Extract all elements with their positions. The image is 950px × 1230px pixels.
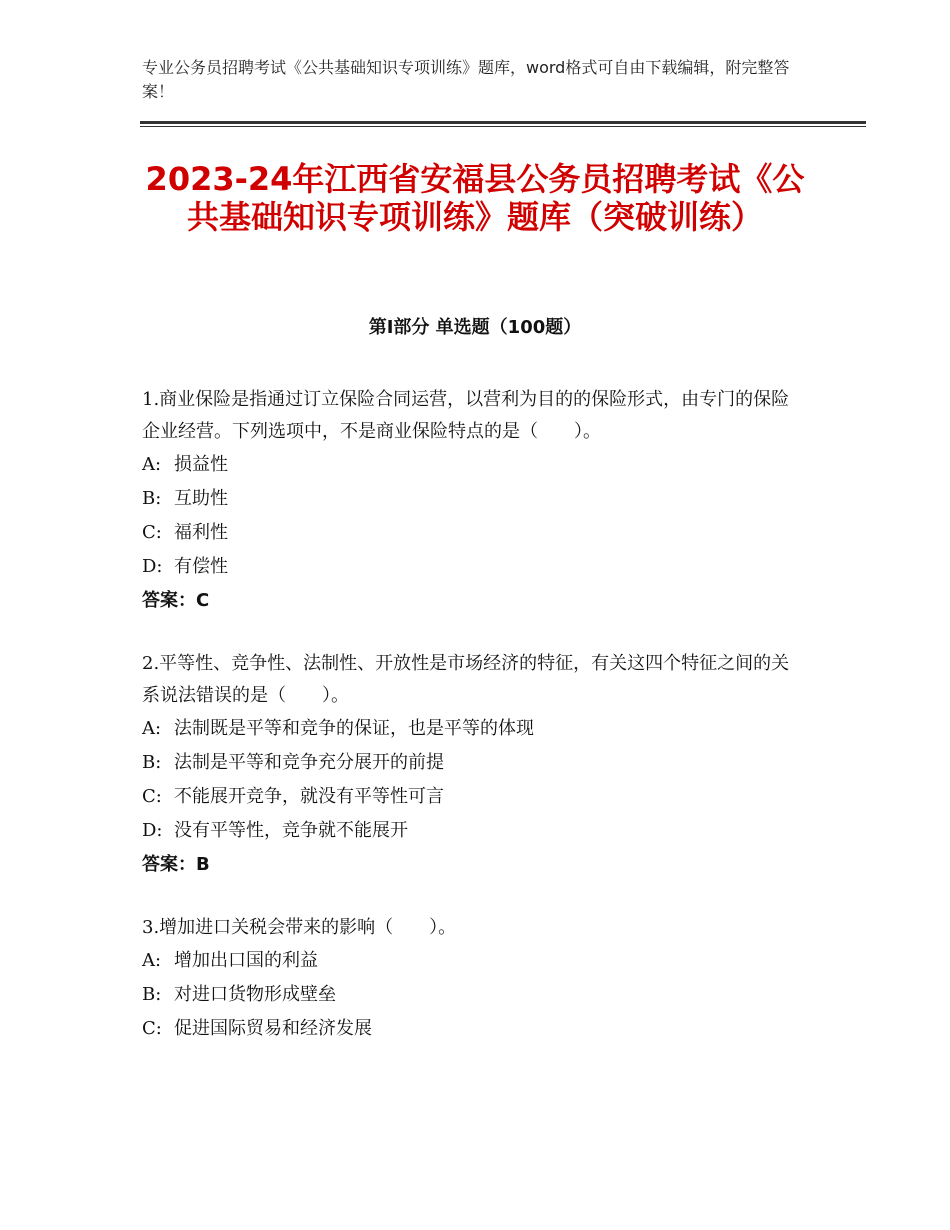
option-text: 促进国际贸易和经济发展	[174, 1018, 372, 1039]
question-stem: 2.平等性、竞争性、法制性、开放性是市场经济的特征，有关这四个特征之间的关系说法错误的是（ ）。	[142, 653, 790, 706]
question-3	[142, 912, 802, 1046]
answer: 答案：C	[142, 590, 210, 611]
option-key: A:	[142, 718, 162, 739]
document-title: 2023-24年江西省安福县公务员招聘考试《公共基础知识专项训练》题库（突破训练）	[145, 160, 805, 236]
option-b	[142, 482, 802, 516]
option-b	[142, 746, 802, 780]
header-rule-thin	[140, 126, 866, 127]
option-key: C:	[142, 1018, 162, 1039]
question-list	[142, 384, 802, 1076]
question-1	[142, 384, 802, 618]
option-c	[142, 1012, 802, 1046]
option-a	[142, 448, 802, 482]
option-c	[142, 516, 802, 550]
option-a	[142, 712, 802, 746]
option-key: A:	[142, 950, 162, 971]
option-text: 增加出口国的利益	[174, 950, 318, 971]
option-key: D:	[142, 820, 163, 841]
answer: 答案：B	[142, 854, 210, 875]
option-b	[142, 978, 802, 1012]
option-key: A:	[142, 454, 162, 475]
option-key: B:	[142, 752, 162, 773]
header-rule-thick	[140, 121, 866, 124]
question-stem: 3.增加进口关税会带来的影响（ ）。	[142, 917, 457, 938]
option-d	[142, 814, 802, 848]
option-key: C:	[142, 786, 162, 807]
option-key: C:	[142, 522, 162, 543]
question-2	[142, 648, 802, 882]
option-c	[142, 780, 802, 814]
option-text: 法制既是平等和竞争的保证，也是平等的体现	[174, 718, 534, 739]
option-text: 对进口货物形成壁垒	[174, 984, 336, 1005]
question-stem: 1.商业保险是指通过订立保险合同运营，以营利为目的的保险形式，由专门的保险企业经营。下列选项中，不是商业保险特点的是（ ）。	[142, 389, 790, 442]
option-text: 有偿性	[174, 556, 228, 577]
option-text: 互助性	[174, 488, 228, 509]
option-text: 不能展开竞争，就没有平等性可言	[174, 786, 444, 807]
option-key: B:	[142, 984, 162, 1005]
option-key: D:	[142, 556, 163, 577]
header-note: 专业公务员招聘考试《公共基础知识专项训练》题库，word格式可自由下载编辑，附完整答案！	[142, 58, 790, 101]
option-key: B:	[142, 488, 162, 509]
option-text: 福利性	[174, 522, 228, 543]
option-d	[142, 550, 802, 584]
option-text: 损益性	[174, 454, 228, 475]
option-text: 没有平等性，竞争就不能展开	[174, 820, 408, 841]
section-title: 第Ⅰ部分 单选题（100题）	[368, 317, 582, 338]
option-text: 法制是平等和竞争充分展开的前提	[174, 752, 444, 773]
option-a	[142, 944, 802, 978]
